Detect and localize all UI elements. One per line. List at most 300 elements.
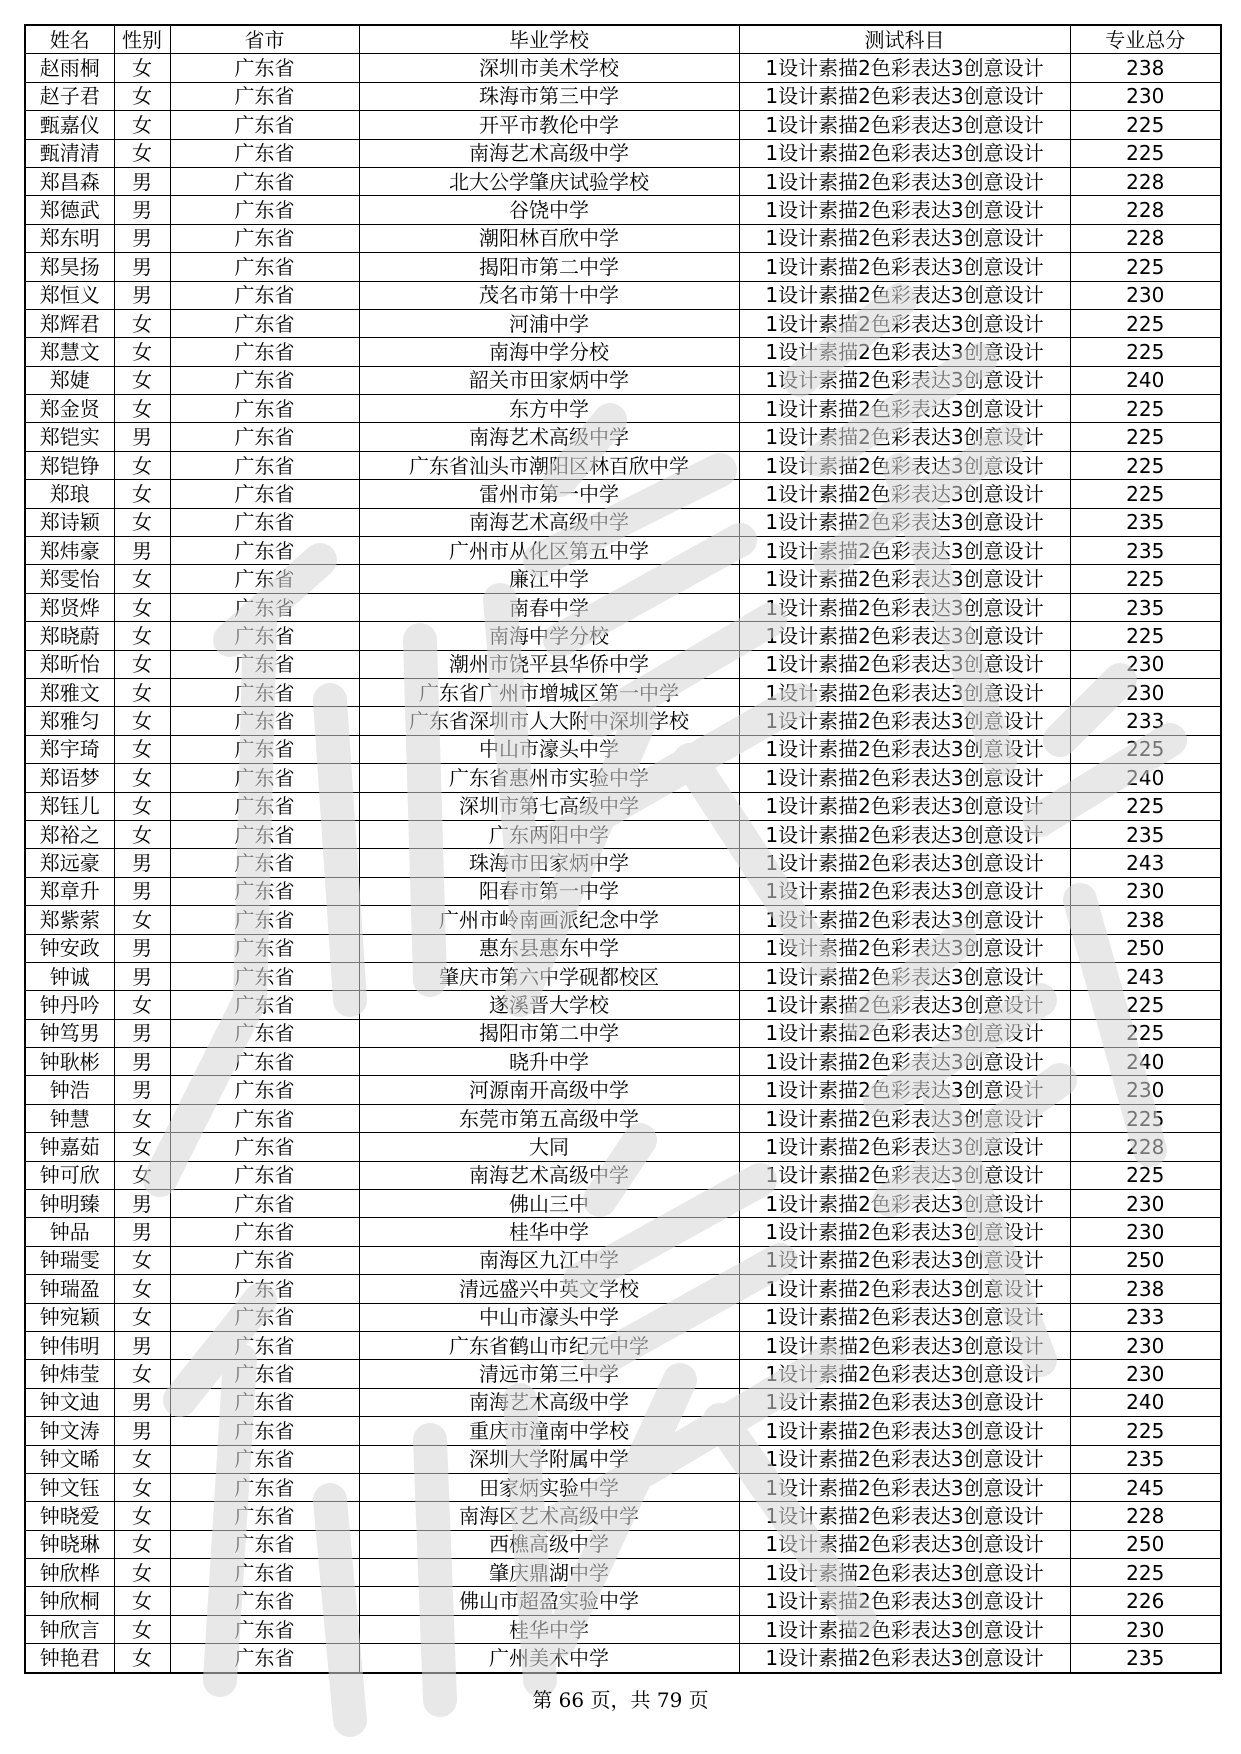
cell-province: 广东省	[170, 1445, 359, 1473]
table-row	[25, 877, 1221, 905]
cell-province: 广东省	[170, 1644, 359, 1673]
cell-name: 赵子君	[25, 82, 114, 110]
cell-gender: 男	[114, 281, 170, 309]
cell-gender: 男	[114, 849, 170, 877]
cell-name: 郑雅匀	[25, 707, 114, 735]
cell-subjects: 1设计素描2色彩表达3创意设计	[739, 792, 1070, 820]
cell-gender: 男	[114, 1388, 170, 1416]
cell-province: 广东省	[170, 508, 359, 536]
cell-subjects: 1设计素描2色彩表达3创意设计	[739, 253, 1070, 281]
cell-subjects: 1设计素描2色彩表达3创意设计	[739, 167, 1070, 195]
cell-total-score: 243	[1070, 962, 1221, 990]
cell-gender: 男	[114, 224, 170, 252]
cell-school: 佛山市超盈实验中学	[359, 1587, 739, 1615]
cell-province: 广东省	[170, 764, 359, 792]
table-row	[25, 1076, 1221, 1104]
cell-name: 钟丹吟	[25, 991, 114, 1019]
cell-province: 广东省	[170, 1559, 359, 1587]
cell-province: 广东省	[170, 1161, 359, 1189]
table-row	[25, 1445, 1221, 1473]
cell-province: 广东省	[170, 54, 359, 82]
table-row	[25, 1218, 1221, 1246]
cell-name: 郑金贤	[25, 395, 114, 423]
cell-school: 南海区艺术高级中学	[359, 1502, 739, 1530]
cell-subjects: 1设计素描2色彩表达3创意设计	[739, 1417, 1070, 1445]
cell-total-score: 230	[1070, 678, 1221, 706]
cell-total-score: 235	[1070, 820, 1221, 848]
cell-gender: 女	[114, 906, 170, 934]
cell-name: 郑雅文	[25, 678, 114, 706]
cell-name: 郑昕怡	[25, 650, 114, 678]
cell-total-score: 238	[1070, 906, 1221, 934]
cell-province: 广东省	[170, 1360, 359, 1388]
table-row	[25, 991, 1221, 1019]
cell-province: 广东省	[170, 1331, 359, 1359]
table-row	[25, 1360, 1221, 1388]
cell-total-score: 230	[1070, 877, 1221, 905]
cell-gender: 女	[114, 1644, 170, 1673]
cell-gender: 男	[114, 877, 170, 905]
cell-name: 钟瑞雯	[25, 1246, 114, 1274]
cell-name: 郑铠实	[25, 423, 114, 451]
cell-total-score: 225	[1070, 111, 1221, 139]
cell-name: 钟笃男	[25, 1019, 114, 1047]
cell-gender: 女	[114, 1104, 170, 1132]
cell-gender: 男	[114, 1331, 170, 1359]
cell-name: 钟文涛	[25, 1417, 114, 1445]
cell-name: 郑慧文	[25, 338, 114, 366]
cell-province: 广东省	[170, 1388, 359, 1416]
cell-total-score: 233	[1070, 1303, 1221, 1331]
cell-name: 郑德武	[25, 196, 114, 224]
cell-total-score: 225	[1070, 253, 1221, 281]
cell-school: 广东省鹤山市纪元中学	[359, 1331, 739, 1359]
cell-subjects: 1设计素描2色彩表达3创意设计	[739, 54, 1070, 82]
cell-subjects: 1设计素描2色彩表达3创意设计	[739, 1048, 1070, 1076]
cell-school: 桂华中学	[359, 1218, 739, 1246]
cell-subjects: 1设计素描2色彩表达3创意设计	[739, 1019, 1070, 1047]
header-province: 省市	[170, 25, 359, 54]
cell-name: 钟嘉茹	[25, 1133, 114, 1161]
cell-school: 北大公学肇庆试验学校	[359, 167, 739, 195]
cell-province: 广东省	[170, 1019, 359, 1047]
cell-school: 广东省汕头市潮阳区林百欣中学	[359, 451, 739, 479]
cell-province: 广东省	[170, 366, 359, 394]
cell-gender: 男	[114, 196, 170, 224]
table-row	[25, 735, 1221, 763]
cell-gender: 女	[114, 678, 170, 706]
cell-subjects: 1设计素描2色彩表达3创意设计	[739, 423, 1070, 451]
cell-school: 南海艺术高级中学	[359, 139, 739, 167]
cell-total-score: 225	[1070, 309, 1221, 337]
cell-name: 钟瑞盈	[25, 1275, 114, 1303]
cell-name: 钟艳君	[25, 1644, 114, 1673]
cell-province: 广东省	[170, 565, 359, 593]
table-row	[25, 253, 1221, 281]
table-row	[25, 678, 1221, 706]
cell-name: 钟欣言	[25, 1615, 114, 1643]
cell-province: 广东省	[170, 423, 359, 451]
cell-subjects: 1设计素描2色彩表达3创意设计	[739, 1133, 1070, 1161]
cell-province: 广东省	[170, 1502, 359, 1530]
cell-province: 广东省	[170, 991, 359, 1019]
table-row	[25, 1133, 1221, 1161]
cell-province: 广东省	[170, 1133, 359, 1161]
cell-total-score: 240	[1070, 764, 1221, 792]
cell-subjects: 1设计素描2色彩表达3创意设计	[739, 196, 1070, 224]
cell-school: 东方中学	[359, 395, 739, 423]
table-row	[25, 593, 1221, 621]
cell-gender: 女	[114, 480, 170, 508]
table-row	[25, 1615, 1221, 1643]
cell-name: 郑铠铮	[25, 451, 114, 479]
cell-subjects: 1设计素描2色彩表达3创意设计	[739, 338, 1070, 366]
cell-province: 广东省	[170, 480, 359, 508]
cell-gender: 女	[114, 1246, 170, 1274]
cell-subjects: 1设计素描2色彩表达3创意设计	[739, 1360, 1070, 1388]
cell-total-score: 225	[1070, 1161, 1221, 1189]
cell-subjects: 1设计素描2色彩表达3创意设计	[739, 1445, 1070, 1473]
cell-total-score: 240	[1070, 1048, 1221, 1076]
table-row	[25, 224, 1221, 252]
cell-school: 雷州市第一中学	[359, 480, 739, 508]
cell-province: 广东省	[170, 167, 359, 195]
table-row	[25, 792, 1221, 820]
cell-total-score: 235	[1070, 1445, 1221, 1473]
cell-province: 广东省	[170, 820, 359, 848]
cell-total-score: 230	[1070, 1360, 1221, 1388]
cell-school: 南春中学	[359, 593, 739, 621]
cell-total-score: 230	[1070, 1076, 1221, 1104]
cell-total-score: 225	[1070, 139, 1221, 167]
cell-total-score: 225	[1070, 792, 1221, 820]
cell-total-score: 226	[1070, 1587, 1221, 1615]
table-row	[25, 423, 1221, 451]
cell-province: 广东省	[170, 309, 359, 337]
cell-subjects: 1设计素描2色彩表达3创意设计	[739, 1530, 1070, 1558]
cell-name: 郑语梦	[25, 764, 114, 792]
table-row	[25, 1559, 1221, 1587]
table-row	[25, 650, 1221, 678]
cell-gender: 女	[114, 735, 170, 763]
cell-gender: 女	[114, 1445, 170, 1473]
cell-name: 郑炜豪	[25, 537, 114, 565]
cell-province: 广东省	[170, 1218, 359, 1246]
cell-school: 南海中学分校	[359, 338, 739, 366]
table-row	[25, 139, 1221, 167]
table-row	[25, 111, 1221, 139]
cell-subjects: 1设计素描2色彩表达3创意设计	[739, 82, 1070, 110]
table-row	[25, 849, 1221, 877]
cell-subjects: 1设计素描2色彩表达3创意设计	[739, 820, 1070, 848]
cell-gender: 女	[114, 707, 170, 735]
cell-subjects: 1设计素描2色彩表达3创意设计	[739, 1104, 1070, 1132]
cell-school: 韶关市田家炳中学	[359, 366, 739, 394]
cell-name: 郑昊扬	[25, 253, 114, 281]
cell-gender: 女	[114, 1502, 170, 1530]
cell-name: 郑东明	[25, 224, 114, 252]
cell-total-score: 235	[1070, 593, 1221, 621]
cell-school: 晓升中学	[359, 1048, 739, 1076]
cell-school: 茂名市第十中学	[359, 281, 739, 309]
cell-province: 广东省	[170, 1104, 359, 1132]
cell-total-score: 228	[1070, 167, 1221, 195]
cell-subjects: 1设计素描2色彩表达3创意设计	[739, 934, 1070, 962]
cell-subjects: 1设计素描2色彩表达3创意设计	[739, 508, 1070, 536]
cell-subjects: 1设计素描2色彩表达3创意设计	[739, 1502, 1070, 1530]
cell-province: 广东省	[170, 1048, 359, 1076]
table-row	[25, 1104, 1221, 1132]
cell-school: 深圳市美术学校	[359, 54, 739, 82]
table-row	[25, 54, 1221, 82]
cell-subjects: 1设计素描2色彩表达3创意设计	[739, 906, 1070, 934]
cell-school: 广东省深圳市人大附中深圳学校	[359, 707, 739, 735]
cell-school: 广东两阳中学	[359, 820, 739, 848]
cell-subjects: 1设计素描2色彩表达3创意设计	[739, 1161, 1070, 1189]
cell-total-score: 225	[1070, 395, 1221, 423]
cell-total-score: 228	[1070, 196, 1221, 224]
cell-total-score: 250	[1070, 1246, 1221, 1274]
cell-name: 郑诗颖	[25, 508, 114, 536]
cell-subjects: 1设计素描2色彩表达3创意设计	[739, 309, 1070, 337]
cell-name: 郑章升	[25, 877, 114, 905]
cell-subjects: 1设计素描2色彩表达3创意设计	[739, 1246, 1070, 1274]
cell-province: 广东省	[170, 224, 359, 252]
cell-total-score: 225	[1070, 735, 1221, 763]
cell-gender: 女	[114, 82, 170, 110]
cell-school: 重庆市潼南中学校	[359, 1417, 739, 1445]
cell-gender: 女	[114, 1473, 170, 1501]
cell-name: 郑宇琦	[25, 735, 114, 763]
table-row	[25, 1048, 1221, 1076]
cell-total-score: 238	[1070, 54, 1221, 82]
cell-school: 广东省广州市增城区第一中学	[359, 678, 739, 706]
cell-subjects: 1设计素描2色彩表达3创意设计	[739, 1559, 1070, 1587]
cell-subjects: 1设计素描2色彩表达3创意设计	[739, 139, 1070, 167]
cell-subjects: 1设计素描2色彩表达3创意设计	[739, 537, 1070, 565]
cell-school: 惠东县惠东中学	[359, 934, 739, 962]
cell-total-score: 225	[1070, 1559, 1221, 1587]
cell-school: 谷饶中学	[359, 196, 739, 224]
cell-subjects: 1设计素描2色彩表达3创意设计	[739, 1644, 1070, 1673]
table-row	[25, 480, 1221, 508]
cell-gender: 女	[114, 1133, 170, 1161]
cell-gender: 女	[114, 622, 170, 650]
cell-gender: 女	[114, 991, 170, 1019]
cell-school: 河源南开高级中学	[359, 1076, 739, 1104]
cell-total-score: 225	[1070, 565, 1221, 593]
cell-school: 东莞市第五高级中学	[359, 1104, 739, 1132]
cell-name: 郑昌森	[25, 167, 114, 195]
page-number-footer: 第 66 页，共 79 页	[532, 1688, 709, 1712]
cell-subjects: 1设计素描2色彩表达3创意设计	[739, 849, 1070, 877]
header-row	[25, 25, 1221, 54]
cell-gender: 女	[114, 593, 170, 621]
cell-total-score: 230	[1070, 1615, 1221, 1643]
table-row	[25, 82, 1221, 110]
cell-name: 钟宛颖	[25, 1303, 114, 1331]
cell-name: 甄清清	[25, 139, 114, 167]
cell-name: 钟诚	[25, 962, 114, 990]
cell-total-score: 230	[1070, 281, 1221, 309]
cell-gender: 女	[114, 338, 170, 366]
cell-name: 郑紫萦	[25, 906, 114, 934]
cell-subjects: 1设计素描2色彩表达3创意设计	[739, 877, 1070, 905]
cell-name: 郑裕之	[25, 820, 114, 848]
table-row	[25, 281, 1221, 309]
cell-school: 珠海市田家炳中学	[359, 849, 739, 877]
table-row	[25, 962, 1221, 990]
cell-name: 钟晓琳	[25, 1530, 114, 1558]
cell-school: 揭阳市第二中学	[359, 253, 739, 281]
admission-table	[24, 24, 1222, 1674]
cell-province: 广东省	[170, 792, 359, 820]
cell-province: 广东省	[170, 395, 359, 423]
cell-name: 钟欣桐	[25, 1587, 114, 1615]
cell-gender: 女	[114, 395, 170, 423]
table-row	[25, 366, 1221, 394]
table-row	[25, 1161, 1221, 1189]
cell-total-score: 225	[1070, 480, 1221, 508]
table-row	[25, 1246, 1221, 1274]
cell-total-score: 245	[1070, 1473, 1221, 1501]
cell-school: 广东省惠州市实验中学	[359, 764, 739, 792]
cell-province: 广东省	[170, 906, 359, 934]
cell-subjects: 1设计素描2色彩表达3创意设计	[739, 678, 1070, 706]
cell-name: 钟安政	[25, 934, 114, 962]
cell-province: 广东省	[170, 1615, 359, 1643]
cell-name: 钟耿彬	[25, 1048, 114, 1076]
cell-gender: 女	[114, 451, 170, 479]
cell-school: 南海艺术高级中学	[359, 508, 739, 536]
cell-province: 广东省	[170, 707, 359, 735]
header-subjects: 测试科目	[739, 25, 1070, 54]
cell-subjects: 1设计素描2色彩表达3创意设计	[739, 1303, 1070, 1331]
table-row	[25, 820, 1221, 848]
cell-name: 钟晓爱	[25, 1502, 114, 1530]
cell-subjects: 1设计素描2色彩表达3创意设计	[739, 451, 1070, 479]
cell-total-score: 240	[1070, 366, 1221, 394]
cell-gender: 男	[114, 934, 170, 962]
table-row	[25, 906, 1221, 934]
cell-province: 广东省	[170, 735, 359, 763]
table-row	[25, 934, 1221, 962]
cell-subjects: 1设计素描2色彩表达3创意设计	[739, 111, 1070, 139]
cell-total-score: 230	[1070, 650, 1221, 678]
cell-subjects: 1设计素描2色彩表达3创意设计	[739, 1275, 1070, 1303]
cell-school: 南海艺术高级中学	[359, 1388, 739, 1416]
header-total-score: 专业总分	[1070, 25, 1221, 54]
cell-province: 广东省	[170, 962, 359, 990]
cell-school: 深圳大学附属中学	[359, 1445, 739, 1473]
cell-name: 郑琅	[25, 480, 114, 508]
table-row	[25, 1417, 1221, 1445]
cell-name: 郑婕	[25, 366, 114, 394]
cell-gender: 女	[114, 820, 170, 848]
cell-total-score: 225	[1070, 1417, 1221, 1445]
cell-province: 广东省	[170, 622, 359, 650]
cell-school: 廉江中学	[359, 565, 739, 593]
cell-gender: 男	[114, 1048, 170, 1076]
cell-school: 田家炳实验中学	[359, 1473, 739, 1501]
cell-total-score: 250	[1070, 1530, 1221, 1558]
cell-total-score: 225	[1070, 1019, 1221, 1047]
cell-name: 钟明臻	[25, 1190, 114, 1218]
cell-name: 钟伟明	[25, 1331, 114, 1359]
table-row	[25, 196, 1221, 224]
cell-subjects: 1设计素描2色彩表达3创意设计	[739, 764, 1070, 792]
table-header	[25, 25, 1221, 54]
table-body	[25, 54, 1221, 1673]
cell-province: 广东省	[170, 253, 359, 281]
table-row	[25, 1275, 1221, 1303]
cell-gender: 女	[114, 366, 170, 394]
cell-school: 深圳市第七高级中学	[359, 792, 739, 820]
cell-gender: 男	[114, 253, 170, 281]
cell-total-score: 228	[1070, 1502, 1221, 1530]
cell-subjects: 1设计素描2色彩表达3创意设计	[739, 281, 1070, 309]
cell-school: 南海艺术高级中学	[359, 1161, 739, 1189]
cell-gender: 女	[114, 54, 170, 82]
cell-subjects: 1设计素描2色彩表达3创意设计	[739, 622, 1070, 650]
cell-school: 肇庆鼎湖中学	[359, 1559, 739, 1587]
table-row	[25, 338, 1221, 366]
cell-total-score: 233	[1070, 707, 1221, 735]
cell-total-score: 243	[1070, 849, 1221, 877]
cell-province: 广东省	[170, 451, 359, 479]
cell-gender: 男	[114, 1218, 170, 1246]
cell-school: 西樵高级中学	[359, 1530, 739, 1558]
cell-province: 广东省	[170, 678, 359, 706]
table-row	[25, 1303, 1221, 1331]
header-school: 毕业学校	[359, 25, 739, 54]
cell-name: 郑晓蔚	[25, 622, 114, 650]
cell-name: 郑恒义	[25, 281, 114, 309]
cell-subjects: 1设计素描2色彩表达3创意设计	[739, 991, 1070, 1019]
cell-name: 郑辉君	[25, 309, 114, 337]
cell-subjects: 1设计素描2色彩表达3创意设计	[739, 962, 1070, 990]
table-row	[25, 451, 1221, 479]
cell-school: 中山市濠头中学	[359, 1303, 739, 1331]
cell-name: 钟文钰	[25, 1473, 114, 1501]
header-gender: 性别	[114, 25, 170, 54]
table-row	[25, 1331, 1221, 1359]
cell-total-score: 235	[1070, 508, 1221, 536]
cell-subjects: 1设计素描2色彩表达3创意设计	[739, 650, 1070, 678]
cell-name: 赵雨桐	[25, 54, 114, 82]
cell-subjects: 1设计素描2色彩表达3创意设计	[739, 1218, 1070, 1246]
cell-total-score: 230	[1070, 1190, 1221, 1218]
cell-school: 潮阳林百欣中学	[359, 224, 739, 252]
cell-subjects: 1设计素描2色彩表达3创意设计	[739, 593, 1070, 621]
cell-gender: 男	[114, 1019, 170, 1047]
table-row	[25, 764, 1221, 792]
cell-province: 广东省	[170, 1417, 359, 1445]
cell-name: 钟浩	[25, 1076, 114, 1104]
cell-total-score: 235	[1070, 1644, 1221, 1673]
cell-total-score: 228	[1070, 1133, 1221, 1161]
cell-school: 南海艺术高级中学	[359, 423, 739, 451]
cell-school: 南海区九江中学	[359, 1246, 739, 1274]
cell-province: 广东省	[170, 1076, 359, 1104]
cell-gender: 女	[114, 1587, 170, 1615]
table-row	[25, 1530, 1221, 1558]
cell-total-score: 225	[1070, 622, 1221, 650]
cell-province: 广东省	[170, 196, 359, 224]
cell-province: 广东省	[170, 537, 359, 565]
cell-province: 广东省	[170, 1190, 359, 1218]
table-row	[25, 537, 1221, 565]
